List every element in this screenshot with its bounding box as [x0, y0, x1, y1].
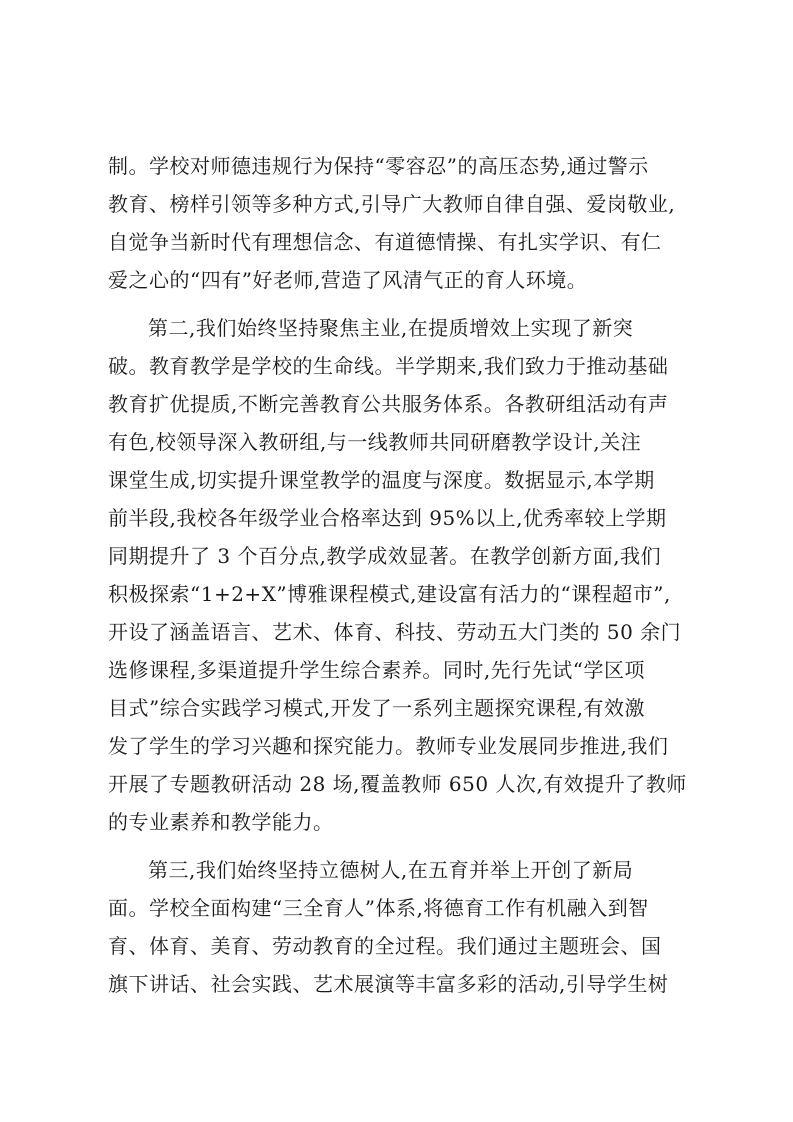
paragraph-2-line-9: 开设了涵盖语言、艺术、体育、科技、劳动五大门类的 50 余门 — [108, 620, 682, 644]
paragraph-2-line-6: 前半段,我校各年级学业合格率达到 95%以上,优秀率较上学期 — [108, 506, 667, 530]
paragraph-3-line-2: 面。学校全面构建“三全育人”体系,将德育工作有机融入到智 — [108, 896, 649, 920]
paragraph-1-line-4: 爱之心的“四有”好老师,营造了风清气正的育人环境。 — [108, 268, 588, 292]
paragraph-2-line-5: 课堂生成,切实提升课堂教学的温度与深度。数据显示,本学期 — [108, 468, 655, 492]
paragraph-1-line-3: 自觉争当新时代有理想信念、有道德情操、有扎实学识、有仁 — [108, 230, 662, 254]
paragraph-2-line-2: 破。教育教学是学校的生命线。半学期来,我们致力于推动基础 — [108, 354, 669, 378]
paragraph-2-line-13: 开展了专题教研活动 28 场,覆盖教师 650 人次,有效提升了教师 — [108, 772, 687, 796]
paragraph-3-line-1: 第三,我们始终坚持立德树人,在五育并举上开创了新局 — [148, 858, 634, 882]
paragraph-2-line-3: 教育扩优提质,不断完善教育公共服务体系。各教研组活动有声 — [108, 392, 669, 416]
paragraph-1-line-1: 制。学校对师德违规行为保持“零容忍”的高压态势,通过警示 — [108, 154, 649, 178]
paragraph-2-line-14: 的专业素养和教学能力。 — [108, 810, 334, 834]
paragraph-2-line-12: 发了学生的学习兴趣和探究能力。教师专业发展同步推进,我们 — [108, 734, 669, 758]
paragraph-2-line-4: 有色,校领导深入教研组,与一线教师共同研磨教学设计,关注 — [108, 430, 642, 454]
paragraph-2-line-7: 同期提升了 3 个百分点,教学成效显著。在教学创新方面,我们 — [108, 544, 662, 568]
paragraph-2-line-10: 选修课程,多渠道提升学生综合素养。同时,先行先试“学区项 — [108, 658, 645, 682]
paragraph-3-line-3: 育、体育、美育、劳动教育的全过程。我们通过主题班会、国 — [108, 934, 662, 958]
paragraph-2-line-1: 第二,我们始终坚持聚焦主业,在提质增效上实现了新突 — [148, 316, 634, 340]
paragraph-1-line-2: 教育、榜样引领等多种方式,引导广大教师自律自强、爱岗敬业, — [108, 192, 676, 216]
paragraph-2-line-11: 目式”综合实践学习模式,开发了一系列主题探究课程,有效激 — [108, 696, 645, 720]
paragraph-2-line-8: 积极探索“1+2+X”博雅课程模式,建设富有活力的“课程超市”, — [108, 582, 671, 606]
paragraph-3-line-4: 旗下讲话、社会实践、艺术展演等丰富多彩的活动,引导学生树 — [108, 972, 669, 996]
